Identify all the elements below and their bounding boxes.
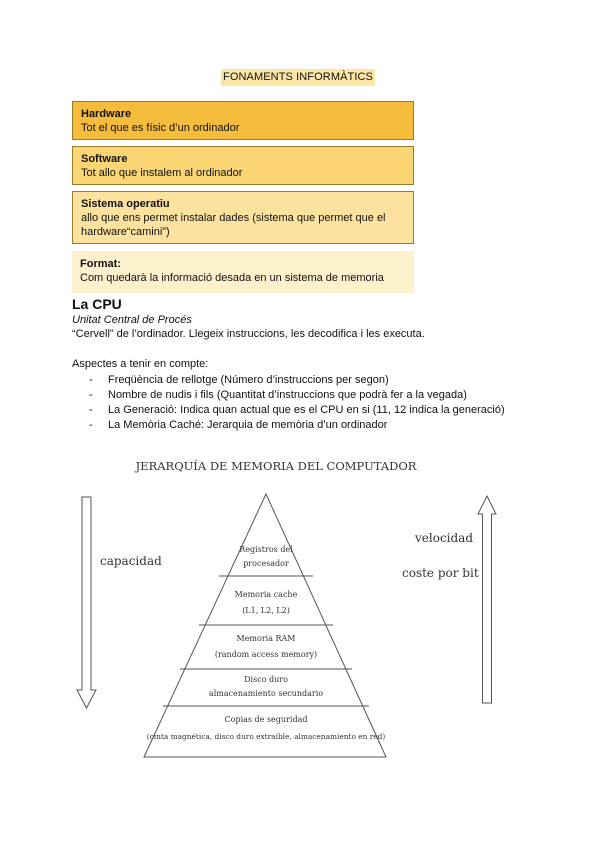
level-cache-line1: Memoria cache (234, 590, 298, 599)
level-cache-line2: (L1, L2, L2) (242, 606, 290, 615)
level-disk-line2: almacenamiento secundario (208, 689, 324, 698)
level-registers-line2: procesador (243, 559, 289, 568)
level-registers-line1: Registros del (239, 545, 293, 554)
box-text: allo que ens permet instalar dades (sistema que permet que el hardware“camini”) (81, 212, 386, 238)
box-title: Format: (80, 258, 121, 270)
level-backup-line1: Copias de seguridad (224, 715, 308, 724)
level-ram-line2: (random access memory) (214, 650, 318, 659)
list-item: - Freqüència de rellotge (Número d’instruccions per segon) (89, 374, 389, 386)
aspects-intro: Aspectes a tenir en compte: (72, 358, 209, 370)
level-ram-line1: Memoria RAM (236, 634, 296, 643)
aspects-list (72, 373, 505, 433)
memory-hierarchy-diagram (0, 448, 600, 778)
definition-box-format (72, 251, 414, 293)
box-text: Com quedarà la informació desada en un sistema de memoria (80, 272, 384, 284)
box-title: Sistema operatiu (81, 198, 170, 210)
page-title: FONAMENTS INFORMÀTICS (221, 69, 375, 86)
up-arrow-icon (478, 496, 496, 703)
cpu-description: “Cervell” de l’ordinador. Llegeix instruccions, les decodifica i les executa. (72, 328, 425, 340)
level-disk-line1: Disco duro (244, 675, 288, 684)
box-text: Tot allo que instalem al ordinador (81, 167, 243, 179)
diagram-title: JERARQUÍA DE MEMORIA DEL COMPUTADOR (135, 459, 417, 473)
box-text: Tot el que es físic d’un ordinador (81, 122, 240, 134)
definition-box-os (72, 191, 414, 244)
definition-box-hardware (72, 101, 414, 140)
box-title: Hardware (81, 108, 132, 120)
list-item: - La Generació: Indica quan actual que es el CPU en si (11, 12 indica la generació) (89, 404, 505, 416)
capacity-label: capacidad (100, 554, 162, 568)
definition-box-software (72, 146, 414, 185)
cost-label: coste por bit (402, 566, 479, 580)
list-item: - La Memòria Caché: Jerarquia de memòria d’un ordinador (89, 419, 388, 431)
speed-label: velocidad (415, 531, 474, 545)
cpu-subtitle: Unitat Central de Procés (72, 314, 192, 326)
down-arrow-icon (77, 497, 96, 708)
level-backup-line2: (cinta magnética, disco duro extraíble, almacenamiento en red) (146, 732, 386, 741)
list-item: - Nombre de nudis i fils (Quantitat d’instruccions que podrà fer a la vegada) (89, 389, 467, 401)
box-title: Software (81, 153, 128, 165)
section-heading-cpu: La CPU (72, 296, 122, 312)
